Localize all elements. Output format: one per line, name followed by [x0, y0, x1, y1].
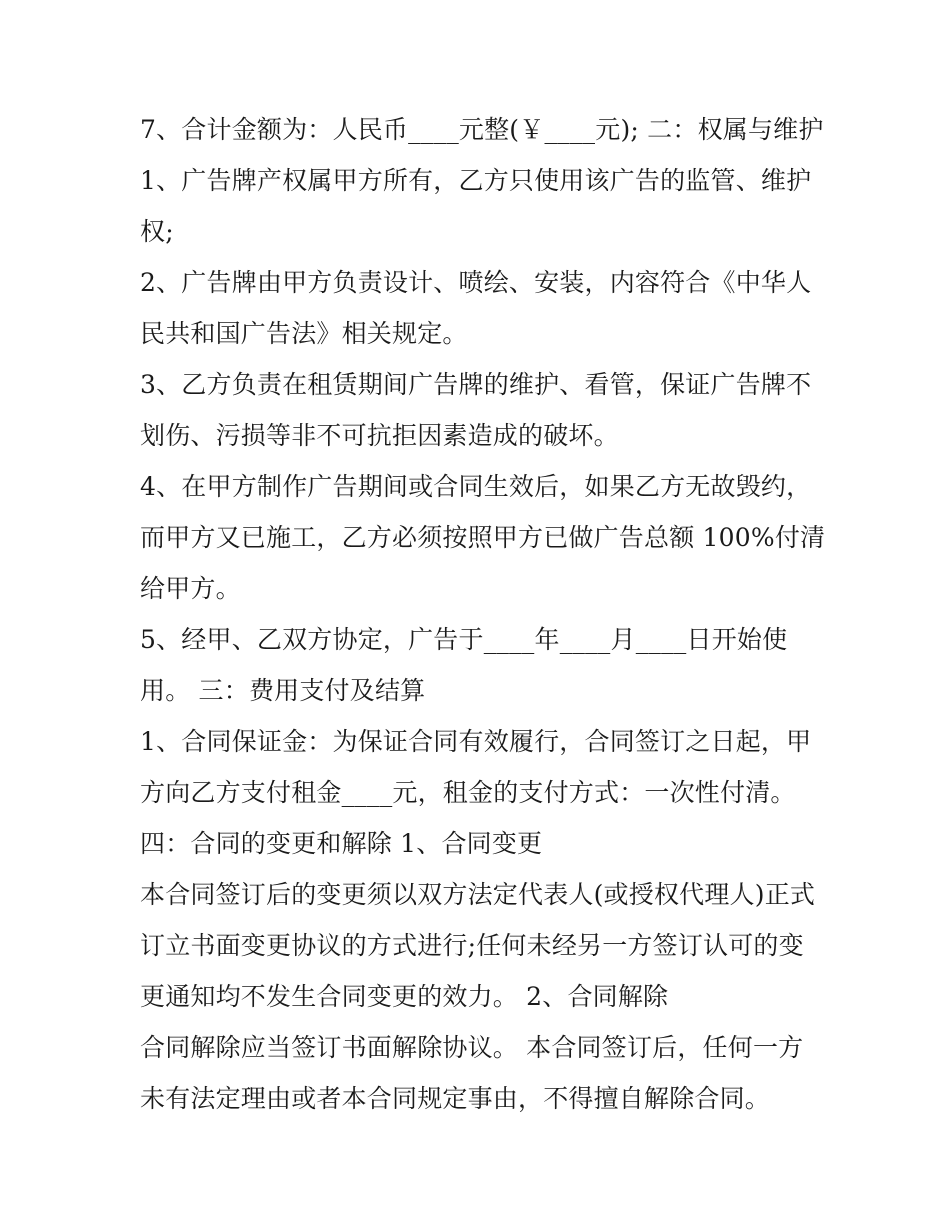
text-line: 更通知均不发生合同变更的效力。 2、合同解除	[140, 982, 669, 1011]
text-line: 4、在甲方制作广告期间或合同生效后，如果乙方无故毁约，	[140, 472, 812, 501]
document-body	[140, 104, 826, 1124]
text-line: 划伤、污损等非不可抗拒因素造成的破坏。	[140, 421, 619, 450]
text-line: 合同解除应当签订书面解除协议。 本合同签订后，任何一方	[140, 1033, 804, 1062]
text-line: 订立书面变更协议的方式进行;任何未经另一方签订认可的变	[140, 931, 804, 960]
text-line: 权;	[140, 217, 174, 246]
text-line: 民共和国广告法》相关规定。	[140, 319, 468, 348]
text-line: 5、经甲、乙双方协定，广告于____年____月____日开始使	[140, 625, 788, 654]
text-line: 3、乙方负责在租赁期间广告牌的维护、看管，保证广告牌不	[140, 370, 812, 399]
text-line: 7、合计金额为：人民币____元整(￥____元); 二：权属与维护	[140, 115, 824, 144]
text-line: 用。 三：费用支付及结算	[140, 676, 426, 705]
text-line: 给甲方。	[140, 574, 241, 603]
text-line: 四：合同的变更和解除 1、合同变更	[140, 829, 543, 858]
text-line: 本合同签订后的变更须以双方法定代表人(或授权代理人)正式	[140, 880, 816, 909]
text-line: 未有法定理由或者本合同规定事由，不得擅自解除合同。	[140, 1084, 771, 1113]
text-line: 而甲方又已施工，乙方必须按照甲方已做广告总额 100%付清	[140, 523, 826, 552]
text-line: 2、广告牌由甲方负责设计、喷绘、安装，内容符合《中华人	[140, 268, 812, 297]
text-line: 1、合同保证金：为保证合同有效履行，合同签订之日起，甲	[140, 727, 812, 756]
text-line: 方向乙方支付租金____元，租金的支付方式：一次性付清。	[140, 778, 796, 807]
text-line: 1、广告牌产权属甲方所有，乙方只使用该广告的监管、维护	[140, 166, 812, 195]
